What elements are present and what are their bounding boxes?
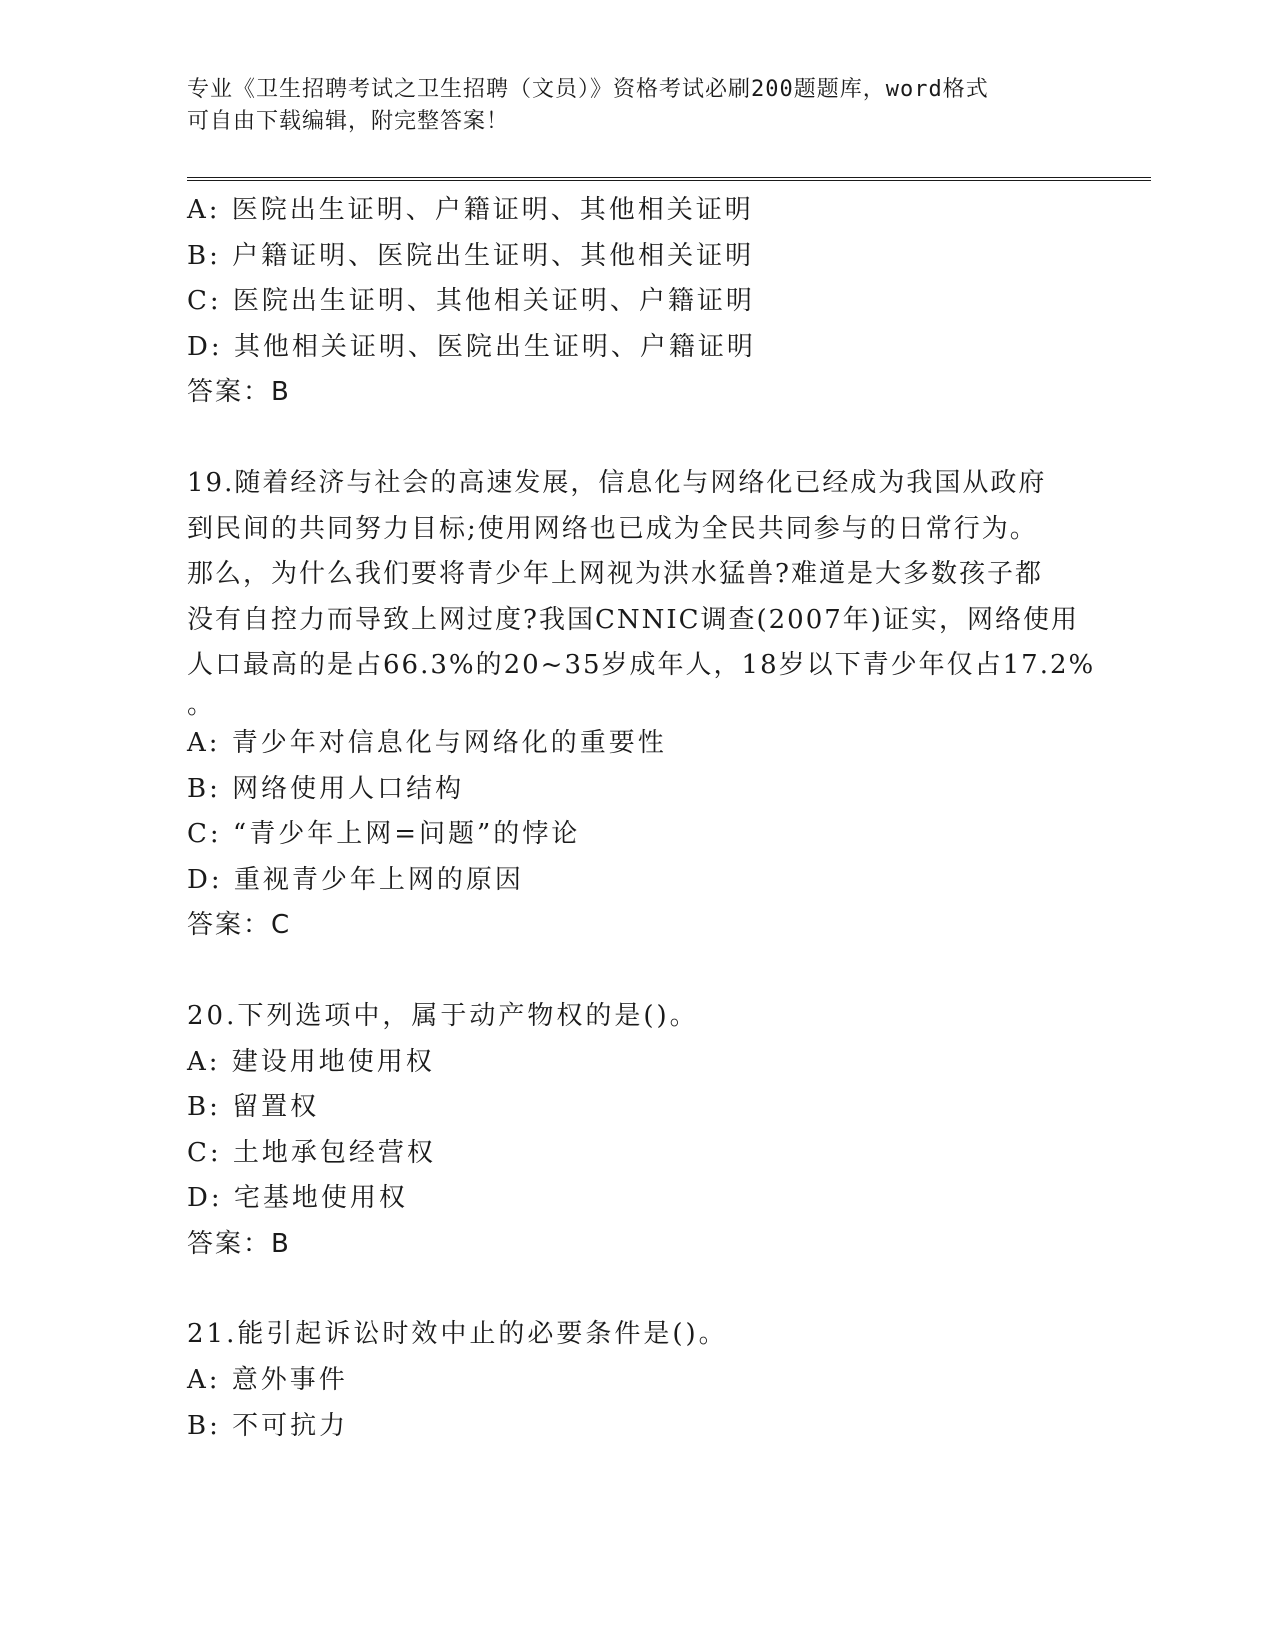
answer: 答案：C	[187, 910, 292, 941]
option-d: D: 宅基地使用权	[187, 1183, 408, 1214]
option-b: B: 不可抗力	[187, 1410, 349, 1441]
question-stem: 21.能引起诉讼时效中止的必要条件是()。	[187, 1319, 728, 1350]
spacer	[187, 949, 1087, 994]
answer: 答案：B	[187, 377, 291, 408]
answer: 答案：B	[187, 1228, 291, 1259]
option-a: A: 意外事件	[187, 1365, 348, 1396]
option-b: B: 网络使用人口结构	[187, 773, 465, 804]
option-a: A: 建设用地使用权	[187, 1046, 435, 1077]
stem-line: 。	[187, 689, 216, 720]
header-line-2: 可自由下载编辑，附完整答案！	[187, 109, 510, 134]
header-divider	[187, 177, 1151, 181]
spacer	[187, 416, 1087, 461]
question-18	[187, 188, 1087, 416]
option-d: D: 其他相关证明、医院出生证明、户籍证明	[187, 331, 756, 362]
option-c: C: 土地承包经营权	[187, 1137, 436, 1168]
spacer	[187, 1267, 1087, 1312]
option-b: B: 户籍证明、医院出生证明、其他相关证明	[187, 240, 755, 271]
question-21	[187, 1312, 1087, 1449]
question-19	[187, 461, 1096, 949]
stem-line: 到民间的共同努力目标;使用网络也已成为全民共同参与的日常行为。	[187, 513, 1038, 544]
option-c: C: 医院出生证明、其他相关证明、户籍证明	[187, 286, 755, 317]
option-c: C: “青少年上网=问题”的悖论	[187, 819, 581, 850]
document-header	[187, 74, 1087, 138]
option-a: A: 医院出生证明、户籍证明、其他相关证明	[187, 195, 754, 225]
option-a: A: 青少年对信息化与网络化的重要性	[187, 727, 667, 758]
question-stem: 20.下列选项中，属于动产物权的是()。	[187, 1000, 699, 1031]
question-20	[187, 994, 1087, 1268]
option-d: D: 重视青少年上网的原因	[187, 864, 524, 895]
stem-line: 没有自控力而导致上网过度?我国CNNIC调查(2007年)证实，网络使用	[187, 604, 1079, 635]
stem-line: 那么，为什么我们要将青少年上网视为洪水猛兽?难道是大多数孩子都	[187, 559, 1043, 590]
stem-line: 19.随着经济与社会的高速发展，信息化与网络化已经成为我国从政府	[187, 467, 1047, 498]
option-b: B: 留置权	[187, 1092, 320, 1123]
stem-line: 人口最高的是占66.3%的20~35岁成年人，18岁以下青少年仅占17.2%	[187, 650, 1096, 681]
document-body	[187, 188, 1096, 1449]
question-stem	[187, 461, 1096, 721]
header-line-1: 专业《卫生招聘考试之卫生招聘（文员）》资格考试必刷200题题库，word格式	[187, 77, 989, 102]
